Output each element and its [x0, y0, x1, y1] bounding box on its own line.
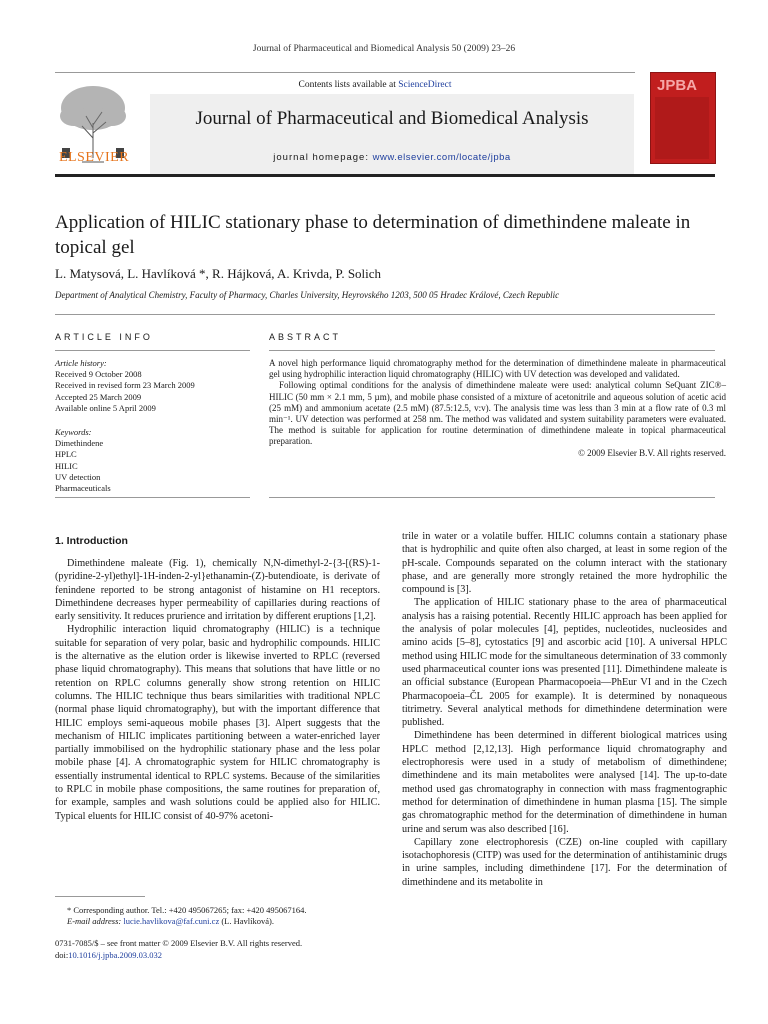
corresponding-author-footnote: [55, 905, 380, 927]
history-online: Available online 5 April 2009: [55, 402, 156, 413]
abstract-paragraph-2: Following optimal conditions for the analysis of dimethindene maleate were used: analytical column SeQuant ZIC®–HILIC (50 mm × 2.1 mm, 5 µm), and mobile phase consisted of a mixture of acetonitrile and aqueous solution of acetic acid (25 mM) and ammonium acetate (2.5 mM) (87.5:12.5, v:v). The analysis time was less than 3 min at a flow rate of 0.3 ml min⁻¹. UV detection was performed at 258 nm. The method was validated and system suitability parameters were evaluated. The method is suitable for application for routine determination of dimethindene maleate in topical pharmaceutical preparation.: [269, 380, 726, 447]
title-rule: [55, 314, 715, 315]
header-thick-rule: [55, 174, 715, 177]
doi-line: [55, 950, 380, 962]
keyword-item: HPLC: [55, 449, 77, 460]
history-accepted: Accepted 25 March 2009: [55, 391, 142, 402]
article-affiliation: Department of Analytical Chemistry, Faculty of Pharmacy, Charles University, Heyrovského 1203, 500 05 Hradec Králové, Czech Republic: [55, 290, 560, 300]
body-column-right: [402, 530, 727, 889]
email-link[interactable]: lucie.havlikova@faf.cuni.cz: [123, 916, 220, 926]
footnote-rule: [55, 896, 145, 897]
homepage-link[interactable]: www.elsevier.com/locate/jpba: [372, 152, 511, 163]
body-paragraph: Hydrophilic interaction liquid chromatography (HILIC) is a technique suitable for separation of very polar, basic and hydrophilic compounds. HILIC is the alternative as the elution order is likewise inverted to RPLC (reversed phase liquid chromatography). This means that solutions that have little or no retention on RPLC columns generally show strong retention on HILIC columns. The HILIC technique thus bears similarities with traditional NPLC (normal phase liquid chromatography), but with the important difference that HILIC employs semi-aqueous mobile phases [3]. Alpert suggests that the mechanism of HILIC implicates partitioning between a water-enriched layer partially immobilised on the hydrophilic stationary phase and the less polar mobile phase [4]. A chromatographic system for HILIC chromatography is essentially instrumental identical to RPLC systems. Because of the similarities to RPLC in mobile phase compositions, the same routines for preparation of, for example, samples and wash solutions could be applied also for HILIC. Typical eluents for HILIC consist of 40-97% acetoni-: [55, 624, 380, 822]
section-heading-introduction: 1. Introduction: [55, 535, 128, 547]
homepage-prefix: journal homepage:: [273, 152, 373, 163]
issn-line: 0731-7085/$ – see front matter © 2009 Elsevier B.V. All rights reserved.: [55, 938, 303, 948]
keyword-item: Dimethindene: [55, 438, 104, 449]
article-info-heading: ARTICLE INFO: [55, 332, 153, 342]
cover-art: [655, 97, 709, 159]
body-column-left: [55, 557, 380, 823]
body-paragraph: Dimethindene maleate (Fig. 1), chemically N,N-dimethyl-2-{3-[(RS)-1-(pyridine-2-yl)ethyl]-1H-inden-2-yl}ethanamin-(Z)-butendioate, is derivate of fenindene reported to be strong antagonist of histamine on H1 receptors. Dimethindene decreases hyper permeability of capillaries during reactions of early sensitivity. It reduces prurience and irritation by different eruptions [1,2].: [55, 558, 380, 623]
email-line: [55, 916, 380, 927]
contents-line: [200, 80, 550, 90]
abstract-body: [269, 358, 726, 459]
body-paragraph: Dimethindene has been determined in different biological matrices using HPLC method [2,12,13]. High performance liquid chromatography and electrophoresis were used in a study of metabolism of dimethindene; dimethindene and its main metabolites were analysed [14]. The up-to-date method used gas chromatography in connection with mass fragmentographic method for determination of dimethindene in human plasma [15]. The simple gas chromatographic method for the determination of dimethindene in human urine and serum was also described [16].: [402, 730, 727, 835]
history-received: Received 9 October 2008: [55, 369, 142, 380]
abstract-paragraph-1: A novel high performance liquid chromatography method for the determination of dimethindene maleate in pharmaceutical gel using hydrophilic interaction liquid chromatography (HILIC) with UV detection was developed and validated.: [269, 358, 726, 380]
article-history: [55, 358, 250, 414]
keyword-item: Pharmaceuticals: [55, 483, 111, 494]
journal-citation: Journal of Pharmaceutical and Biomedical Analysis 50 (2009) 23–26: [252, 44, 516, 54]
history-label: Article history:: [55, 358, 107, 368]
article-info-bottom-rule: [55, 497, 250, 498]
article-title: Application of HILIC stationary phase to determination of dimethindene maleate in topical gel: [55, 212, 691, 258]
body-paragraph: trile in water or a volatile buffer. HILIC columns contain a stationary phase that is hydrophilic and quite often also charged, at least in some region of the pH-scale. Compounds separated on the column interact with the stationary phase, and are generally more strongly retained the more hydrophilic the compound is [3].: [402, 531, 727, 596]
doi-link[interactable]: 10.1016/j.jpba.2009.03.032: [68, 949, 162, 960]
article-authors: L. Matysová, L. Havlíková *, R. Hájková, A. Krivda, P. Solich: [55, 266, 382, 281]
doi-label: doi:: [55, 949, 69, 960]
history-revised: Received in revised form 23 March 2009: [55, 380, 195, 391]
corresponding-author: * Corresponding author. Tel.: +420 495067265; fax: +420 495067164.: [67, 905, 307, 915]
keywords: [55, 427, 250, 494]
issn-block: [55, 938, 380, 961]
keyword-item: UV detection: [55, 471, 101, 482]
journal-homepage: [150, 152, 634, 163]
abstract-bottom-rule: [269, 497, 715, 498]
sciencedirect-link[interactable]: ScienceDirect: [398, 80, 452, 90]
header-rule: [55, 72, 635, 73]
abstract-copyright: © 2009 Elsevier B.V. All rights reserved.: [578, 447, 726, 458]
article-info-rule: [55, 350, 250, 351]
abstract-rule: [269, 350, 715, 351]
abstract-heading: ABSTRACT: [269, 332, 342, 342]
keywords-label: Keywords:: [55, 427, 92, 437]
contents-prefix: Contents lists available at: [298, 80, 399, 90]
keyword-item: HILIC: [55, 460, 78, 471]
elsevier-wordmark: ELSEVIER: [58, 150, 130, 165]
body-paragraph: The application of HILIC stationary phase to the area of pharmaceutical analysis has a raising potential. Recently HILIC approach has been applied for the analysis of polar molecules [4], peptides, nucleotides, nucleosides and amino acids [5–8], cytostatics [9] and ascorbic acid [10]. A universal HPLC method using HILIC mode for the simultaneous determination of 33 commonly used pharmaceutical counter ions was presented [11]. Dimethindene maleate is an official substance (European Pharmacopoeia—PhEur VI and in the Czech Pharmacopoeia–ČL 2005 for example). It is determined by nonaqueous titrimetry. Several analytical methods for dimethindene determination were published.: [402, 597, 727, 729]
cover-title: JPBA: [657, 77, 698, 94]
body-paragraph: Capillary zone electrophoresis (CZE) on-line coupled with capillary isotachophoresis (CITP) was used for the determination of antihistaminic drugs in urine samples, including dimethindene [17]. For the determination of dimethindene and its metabolite in: [402, 836, 727, 888]
email-suffix: (L. Havlíková).: [219, 916, 274, 926]
email-label: E-mail address:: [67, 916, 124, 926]
journal-cover-thumbnail[interactable]: [650, 72, 716, 164]
journal-title: Journal of Pharmaceutical and Biomedical Analysis: [195, 108, 589, 129]
